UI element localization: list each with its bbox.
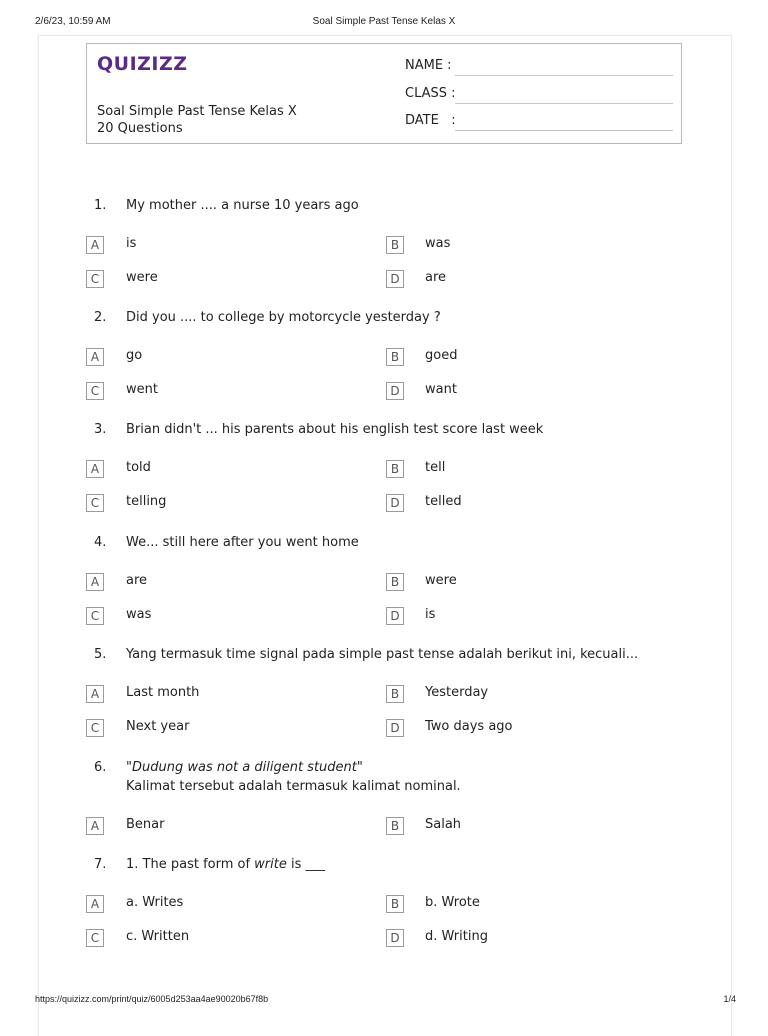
option-text: was (126, 607, 152, 622)
print-title: Soal Simple Past Tense Kelas X (312, 16, 456, 27)
option-key-box: D (386, 382, 404, 400)
worksheet-header (86, 43, 682, 144)
option-text: told (126, 460, 151, 475)
option-text: was (425, 236, 451, 251)
option-text: were (425, 573, 457, 588)
question-keyword: write (254, 857, 287, 872)
option-text: goed (425, 348, 458, 363)
option-text: tell (425, 460, 446, 475)
print-header (0, 16, 768, 30)
name-field-line (455, 75, 673, 76)
option-text: is (425, 607, 436, 622)
option-key-box: B (386, 685, 404, 703)
option-text: telling (126, 494, 167, 509)
name-field-label: NAME : (405, 58, 452, 73)
question-text: We... still here after you went home (126, 535, 359, 550)
option-text: a. Writes (126, 895, 184, 910)
question-number: 1. (94, 198, 107, 213)
option-key-box: A (86, 573, 104, 591)
option-key-box: D (386, 929, 404, 947)
question-count: 20 Questions (97, 121, 183, 136)
option-key-box: D (386, 607, 404, 625)
option-text: were (126, 270, 158, 285)
option-key-box: A (86, 685, 104, 703)
option-key-box: D (386, 494, 404, 512)
page-number: 1/4 (723, 994, 736, 1004)
option-key-box: B (386, 573, 404, 591)
option-text: Benar (126, 817, 165, 832)
question-text: Yang termasuk time signal pada simple past tense adalah berikut ini, kecuali... (126, 647, 639, 662)
option-key-box: C (86, 494, 104, 512)
option-key-box: A (86, 817, 104, 835)
date-field-line (455, 130, 673, 131)
option-key-box: C (86, 382, 104, 400)
option-text: d. Writing (425, 929, 488, 944)
option-key-box: D (386, 270, 404, 288)
option-text: c. Written (126, 929, 190, 944)
option-text: Last month (126, 685, 200, 700)
question-text: Did you .... to college by motorcycle yesterday ? (126, 310, 441, 325)
question-text-start: 1. The past form of (126, 857, 255, 872)
option-key-box: D (386, 719, 404, 737)
option-key-box: B (386, 348, 404, 366)
class-field-line (455, 103, 673, 104)
question-text (126, 758, 686, 796)
question-number: 2. (94, 310, 107, 325)
option-text: went (126, 382, 158, 397)
question-number: 4. (94, 535, 107, 550)
print-datetime: 2/6/23, 10:59 AM (35, 16, 111, 27)
question-text: Brian didn't ... his parents about his english test score last week (126, 422, 544, 437)
option-key-box: C (86, 719, 104, 737)
option-text: Next year (126, 719, 190, 734)
question-text-end: is ___ (286, 857, 326, 872)
option-key-box: A (86, 236, 104, 254)
option-text: telled (425, 494, 462, 509)
print-footer (0, 994, 768, 1008)
option-key-box: A (86, 895, 104, 913)
quiz-title: Soal Simple Past Tense Kelas X (97, 104, 297, 119)
option-key-box: C (86, 607, 104, 625)
option-text: want (425, 382, 457, 397)
question-text: My mother .... a nurse 10 years ago (126, 198, 359, 213)
question-number: 7. (94, 857, 107, 872)
option-text: are (126, 573, 148, 588)
date-field-label: DATE : (405, 113, 456, 128)
question-number: 3. (94, 422, 107, 437)
option-key-box: B (386, 817, 404, 835)
option-text: Two days ago (425, 719, 513, 734)
option-text: Yesterday (425, 685, 489, 700)
question-number: 5. (94, 647, 107, 662)
question-number: 6. (94, 760, 107, 775)
option-key-box: C (86, 929, 104, 947)
print-url: https://quizizz.com/print/quiz/6005d253aa4ae90020b67f8b (35, 994, 269, 1004)
option-key-box: A (86, 460, 104, 478)
question-quote: "Dudung was not a diligent student" (126, 760, 363, 775)
option-key-box: B (386, 236, 404, 254)
option-text: is (126, 236, 137, 251)
option-text: b. Wrote (425, 895, 480, 910)
option-key-box: B (386, 460, 404, 478)
option-key-box: A (86, 348, 104, 366)
option-key-box: C (86, 270, 104, 288)
question-statement: Kalimat tersebut adalah termasuk kalimat nominal. (126, 779, 461, 794)
class-field-label: CLASS : (405, 86, 456, 101)
option-key-box: B (386, 895, 404, 913)
option-text: Salah (425, 817, 462, 832)
question-text (126, 855, 686, 874)
quizizz-logo: QUIZIZZ (97, 53, 188, 75)
option-text: are (425, 270, 447, 285)
option-text: go (126, 348, 143, 363)
